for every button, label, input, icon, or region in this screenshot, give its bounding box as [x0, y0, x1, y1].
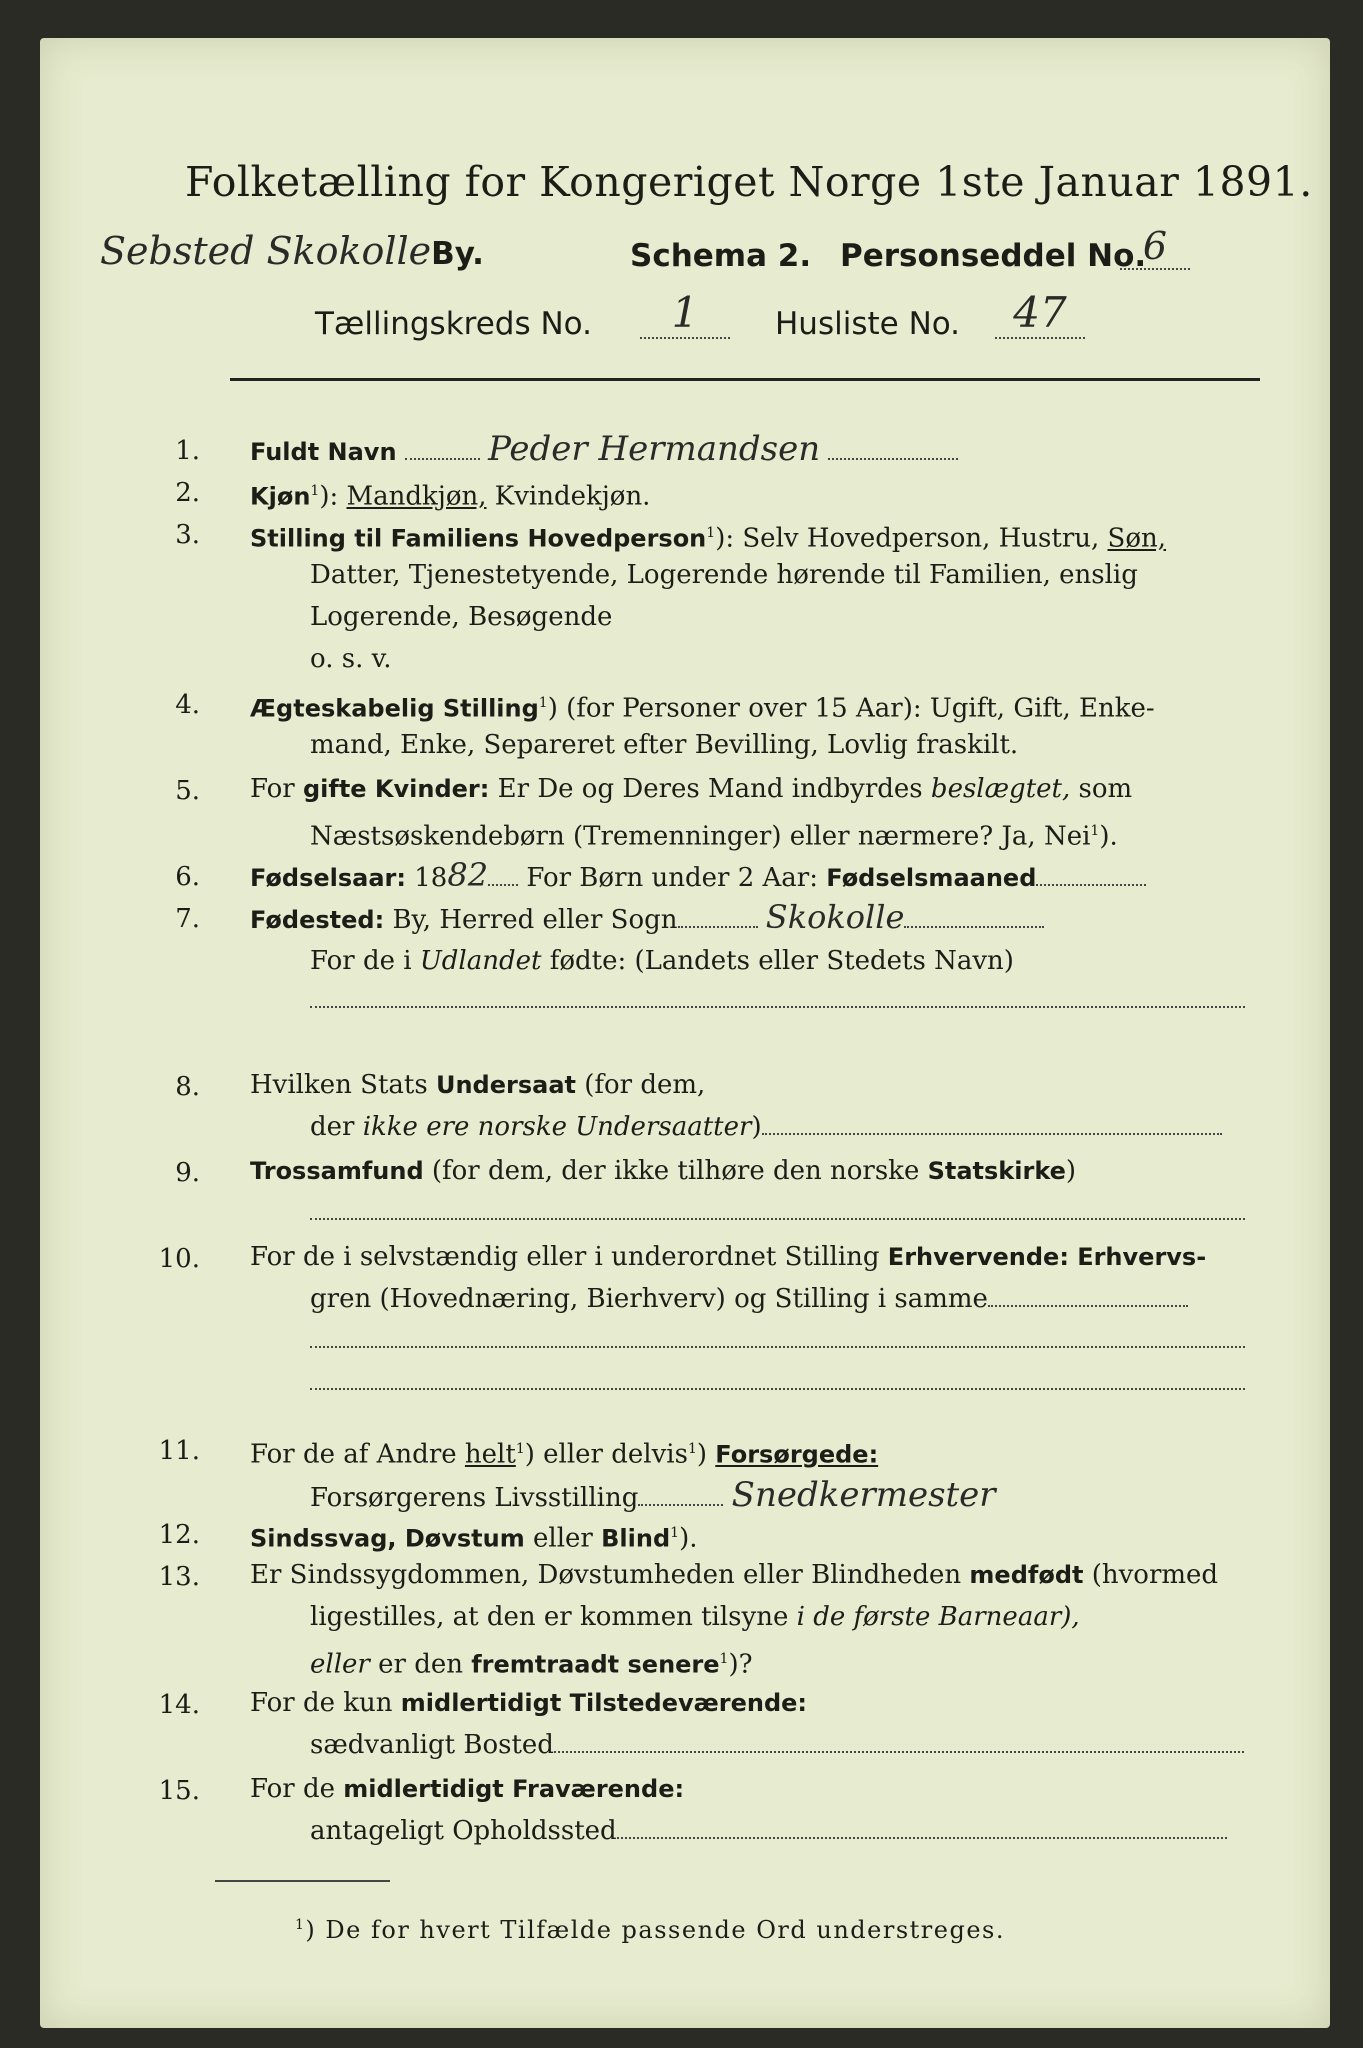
occupation-label: Erhvervende: — [887, 1243, 1069, 1271]
text: (hvormed — [1091, 1560, 1219, 1590]
item-number: 6. — [175, 862, 200, 892]
supported-fully: helt — [464, 1439, 516, 1470]
item-number: 8. — [175, 1072, 200, 1102]
birthplace-value: Skokolle — [765, 898, 905, 936]
item-13-line-3 — [310, 1638, 753, 1686]
item-number: 9. — [175, 1158, 200, 1188]
text: som — [1078, 774, 1133, 804]
text: Er Sindssygdommen, Døvstumheden eller Blindheden — [250, 1560, 962, 1590]
birth-year-prefix: 18 — [414, 863, 448, 893]
blind-label: Blind — [601, 1524, 671, 1553]
item-number: 1. — [175, 436, 200, 466]
text: For de af Andre — [250, 1439, 457, 1470]
text: gren (Hovednæring, Bierhverv) og Stilling i samme — [310, 1284, 988, 1314]
footnote-marker: 1 — [295, 1917, 306, 1933]
occupation-label: Erhvervs- — [1077, 1243, 1207, 1271]
footnote-ref: 1 — [687, 1441, 697, 1457]
text: )? — [728, 1649, 753, 1680]
disability-label: Sindssvag, Døvstum — [250, 1524, 525, 1553]
item-9: Trossamfund (for dem, der ikke tilhøre den norske Statskirke) — [250, 1156, 1077, 1186]
text: (for dem, — [584, 1070, 706, 1100]
state-church-label: Statskirke — [927, 1157, 1066, 1185]
item-13-line-2 — [310, 1596, 1080, 1638]
item-number: 2. — [175, 478, 200, 508]
footnote-ref: 1 — [1090, 823, 1100, 839]
husliste-value: 47 — [995, 288, 1085, 339]
taellingskreds-value: 1 — [640, 288, 730, 339]
item-number: 11. — [158, 1436, 200, 1466]
text: eller delvis — [543, 1439, 688, 1470]
marital-status-label: Ægteskabelig Stilling — [250, 694, 539, 723]
text: ikke ere norske Undersaatter — [362, 1112, 752, 1142]
supporter-occupation-label: Forsørgerens Livsstilling — [310, 1483, 639, 1513]
text: ligestilles, at den er kommen tilsyne — [310, 1602, 789, 1632]
birthplace-label: Fødested: — [250, 906, 385, 934]
text: For Børn under 2 Aar: — [526, 863, 818, 893]
form-title: Folketælling for Kongeriget Norge 1ste Januar 1891. — [185, 158, 1313, 206]
family-position-options: Selv Hovedperson, Hustru, — [742, 523, 1100, 554]
supporter-occupation-value: Snedkermester — [731, 1475, 996, 1515]
later-onset-label: fremtraadt senere — [471, 1650, 720, 1679]
item-5-line-2 — [310, 810, 1118, 858]
item-number: 12. — [158, 1520, 200, 1550]
text: i de første Barneaar), — [796, 1602, 1080, 1632]
foreign-birthplace-blank — [310, 1006, 1245, 1008]
text: Hvilken Stats — [250, 1070, 428, 1100]
item-10-line-1 — [250, 1236, 1206, 1278]
citizenship-label: Undersaat — [435, 1071, 576, 1099]
text: ). — [1099, 821, 1118, 852]
text: fødte: (Landets eller Stedets Navn) — [549, 946, 1014, 976]
item-4-line-2: mand, Enke, Separeret efter Bevilling, Lovlig fraskilt. — [310, 730, 1019, 760]
item-13-line-1 — [250, 1554, 1218, 1596]
text: beslægtet, — [930, 774, 1071, 804]
footnote-ref: 1 — [538, 695, 548, 711]
item-number: 10. — [158, 1244, 200, 1274]
text: Er De og Deres Mand indbyrdes — [497, 774, 923, 804]
item-7-line-1 — [250, 896, 1044, 941]
occupation-blank-1 — [310, 1346, 1245, 1348]
temporary-absent-label: midlertidigt Fraværende: — [343, 1775, 685, 1803]
congenital-label: medfødt — [969, 1561, 1084, 1589]
item-4-line-1: Ægteskabelig Stilling$^1$) (for Personer over 15 Aar): Ugift, Gift, Enke- — [250, 693, 1155, 724]
item-5-line-1 — [250, 768, 1132, 810]
text: ). — [679, 1523, 698, 1554]
personseddel-value: 6 — [1120, 224, 1190, 270]
item-12 — [250, 1512, 697, 1560]
birth-year-label: Fødselsaar: — [250, 864, 406, 892]
occupation-blank-2 — [310, 1388, 1245, 1390]
footnote-ref: 1 — [310, 483, 320, 499]
sex-label: Kjøn — [250, 482, 311, 511]
item-15-line-2 — [310, 1810, 1227, 1852]
religion-blank — [310, 1218, 1245, 1220]
item-8-line-2: der ikke ere norske Undersaatter) — [310, 1106, 1222, 1148]
birth-month-label: Fødselsmaaned — [826, 864, 1037, 892]
item-number: 3. — [175, 520, 200, 550]
personseddel-label: Personseddel No. — [840, 238, 1147, 274]
text: By, Herred eller Sogn — [392, 905, 678, 935]
item-3-line-4: o. s. v. — [310, 644, 392, 674]
text: eller — [533, 1523, 593, 1554]
item-number: 14. — [158, 1690, 200, 1720]
item-11-line-1: For de af Andre helt$^1$) eller delvis$^1$) Forsørgede: — [250, 1439, 879, 1470]
footnote-ref: 1 — [706, 525, 716, 541]
text: Næstsøskendebørn (Tremenninger) eller nærmere? Ja, Nei — [310, 821, 1091, 852]
item-14-line-1 — [250, 1682, 807, 1724]
full-name-label: Fuldt Navn — [250, 438, 397, 466]
item-15-line-1 — [250, 1768, 684, 1810]
item-1 — [250, 428, 958, 473]
item-8-line-1 — [250, 1064, 705, 1106]
usual-residence-label: sædvanligt Bosted — [310, 1730, 554, 1760]
temporary-present-label: midlertidigt Tilstedeværende: — [400, 1689, 808, 1717]
item-7-line-2 — [310, 940, 1014, 982]
schema-label: Schema 2. — [630, 238, 812, 274]
text: er den — [378, 1649, 463, 1680]
full-name-value: Peder Hermandsen — [488, 429, 821, 469]
taellingskreds-label: Tællingskreds No. — [315, 306, 592, 342]
probable-residence-label: antageligt Opholdssted — [310, 1816, 617, 1846]
item-number: 4. — [175, 690, 200, 720]
text: der — [310, 1112, 355, 1142]
item-14-line-2 — [310, 1724, 1244, 1766]
footnote-rule — [215, 1880, 390, 1882]
footnote — [295, 1916, 1005, 1944]
text: For de — [250, 1774, 335, 1804]
item-2: Kjøn$^1$): Mandkjøn, Kvindekjøn. — [250, 481, 651, 512]
birth-year-value: 82 — [447, 856, 489, 894]
text: eller — [310, 1649, 370, 1680]
footnote-text: ) De for hvert Tilfælde passende Ord understreges. — [305, 1916, 1005, 1944]
footnote-ref: 1 — [719, 1651, 729, 1667]
supported-label: Forsørgede: — [715, 1440, 879, 1469]
family-position-label: Stilling til Familiens Hovedperson — [250, 524, 707, 553]
religion-label: Trossamfund — [250, 1157, 424, 1185]
item-3-line-1: Stilling til Familiens Hovedperson$^1$): Selv Hovedperson, Hustru, Søn, — [250, 523, 1167, 554]
header-divider — [230, 378, 1260, 381]
text: For de i selvstændig eller i underordnet Stilling — [250, 1242, 880, 1272]
item-number: 15. — [158, 1776, 200, 1806]
item-6 — [250, 854, 1146, 899]
by-handwritten: Sebsted Skokolle — [100, 229, 432, 273]
married-women-label: gifte Kvinder: — [302, 775, 490, 803]
sex-option-female: Kvindekjøn. — [494, 481, 651, 512]
item-3-line-2: Datter, Tjenestetyende, Logerende hørende til Familien, enslig — [310, 560, 1138, 590]
husliste-label: Husliste No. — [775, 306, 961, 342]
text: For — [250, 774, 295, 804]
by-line — [100, 228, 484, 274]
marital-status-options: (for Personer over 15 Aar): Ugift, Gift, Enke- — [566, 693, 1155, 724]
item-10-line-2 — [310, 1278, 1188, 1320]
item-3-line-3: Logerende, Besøgende — [310, 602, 613, 632]
by-suffix: By. — [431, 236, 484, 272]
sex-option-male: Mandkjøn, — [346, 481, 487, 512]
text: Udlandet — [419, 946, 542, 976]
text: For de i — [310, 946, 412, 976]
census-form-page — [40, 38, 1330, 2028]
text: For de kun — [250, 1688, 393, 1718]
text: (for dem, der ikke tilhøre den norske — [431, 1156, 920, 1186]
item-number: 13. — [158, 1562, 200, 1592]
item-number: 5. — [175, 776, 200, 806]
footnote-ref: 1 — [670, 1525, 680, 1541]
item-number: 7. — [175, 904, 200, 934]
family-position-son: Søn, — [1107, 523, 1167, 554]
